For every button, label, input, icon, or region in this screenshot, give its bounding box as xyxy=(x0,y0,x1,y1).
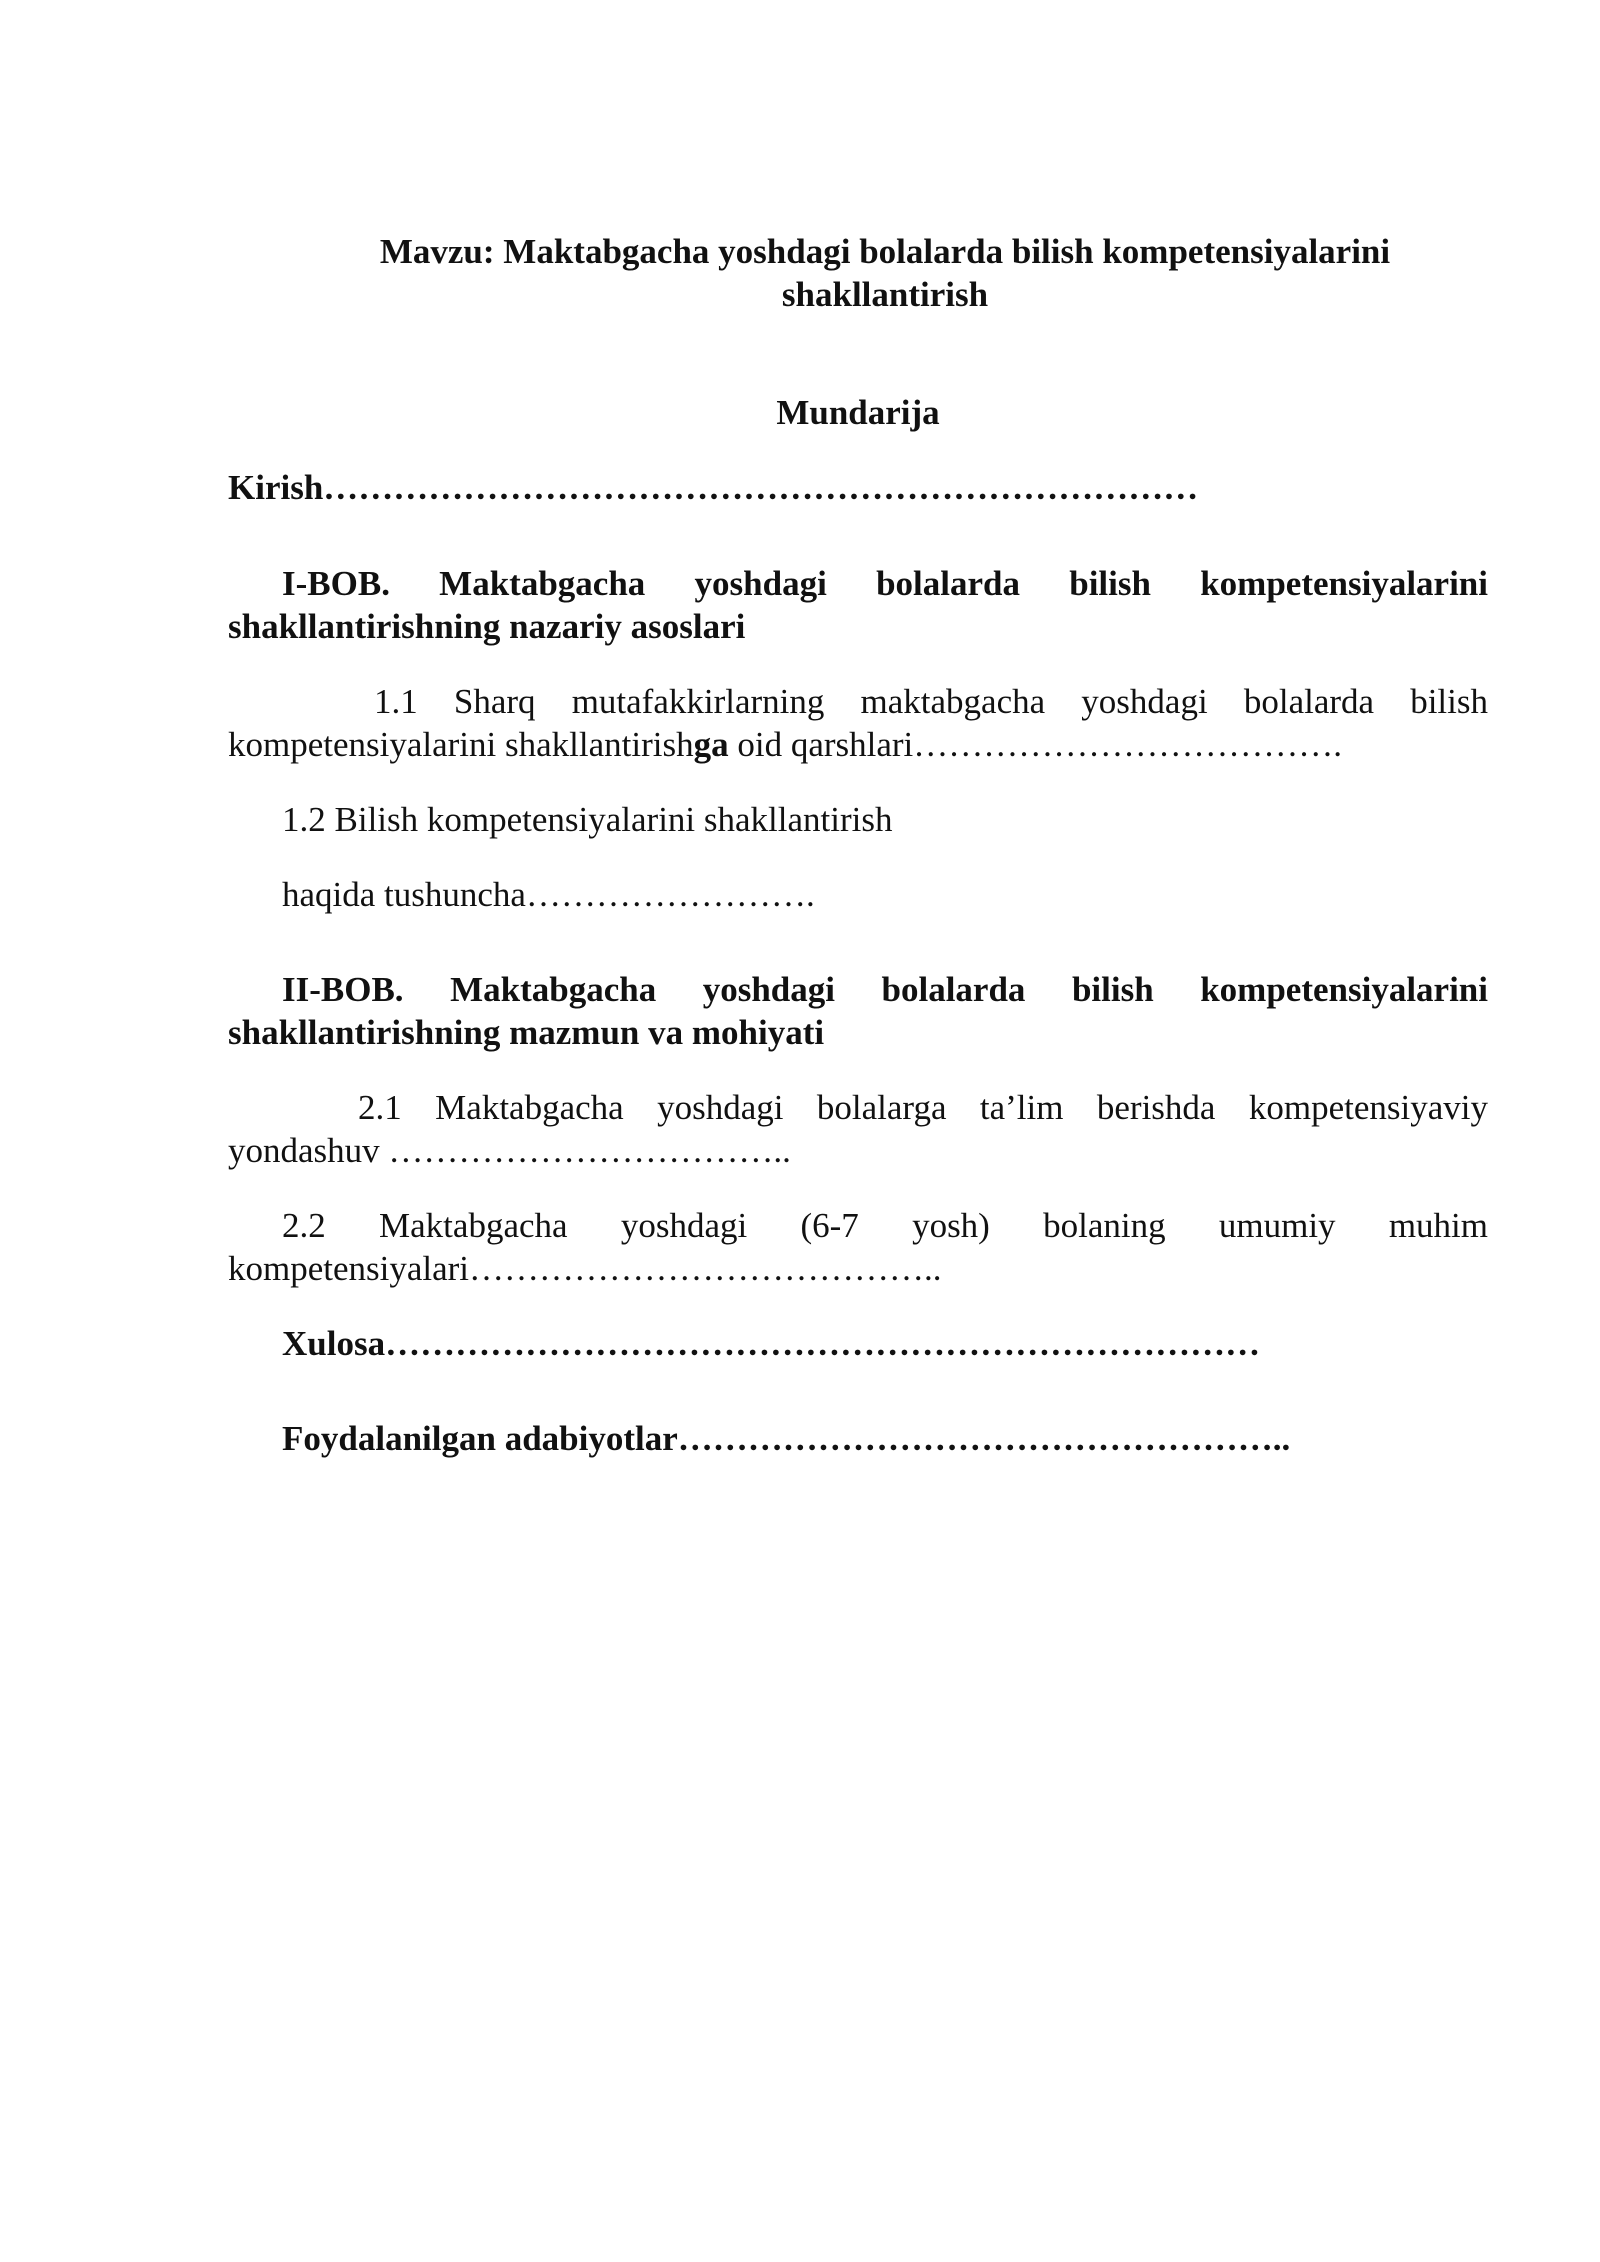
toc-entry-xulosa: Xulosa………………………………………………………………… xyxy=(282,1324,1261,1363)
section-1-1-text-end: oid qarshlari………………………………. xyxy=(728,725,1343,764)
toc-entry-section-2-1: 2.1 Maktabgacha yoshdagi bolalarga ta’lim berishda kompetensiyaviy yondashuv …………………………….. xyxy=(228,1088,1488,1170)
toc-heading: Mundarija xyxy=(776,393,940,432)
toc-entry-chapter-2: II-BOB. Maktabgacha yoshdagi bolalarda bilish kompetensiyalarini shakllantirishning mazmun va mohiyati xyxy=(228,970,1488,1052)
toc-entry-chapter-1: I-BOB. Maktabgacha yoshdagi bolalarda bilish kompetensiyalarini shakllantirishning nazariy asoslari xyxy=(228,564,1488,646)
toc-entry-section-1-1 xyxy=(228,680,1488,766)
section-1-1-text-start: 1.1 Sharq mutafakkirlarning maktabgacha yoshdagi bolalarda bilish kompetensiyalarini shakllantirish xyxy=(228,682,1488,764)
toc-entry-kirish: Kirish………………………………………………………………… xyxy=(228,468,1199,507)
toc-entry-section-1-2-line-2: haqida tushuncha……………………. xyxy=(282,875,815,914)
document-title: Mavzu: Maktabgacha yoshdagi bolalarda bilish kompetensiyalarini shakllantirish xyxy=(379,232,1391,314)
document-content xyxy=(228,230,1488,1460)
toc-entry-section-1-2-line-1: 1.2 Bilish kompetensiyalarini shakllantirish xyxy=(282,800,893,839)
section-1-1-bold-suffix: ga xyxy=(693,725,729,764)
toc-entry-foydalanilgan-adabiyotlar: Foydalanilgan adabiyotlar…………………………………………….. xyxy=(282,1419,1291,1458)
toc-entry-section-2-2: 2.2 Maktabgacha yoshdagi (6-7 yosh) bolaning umumiy muhim kompetensiyalari………………………………….. xyxy=(228,1206,1488,1288)
